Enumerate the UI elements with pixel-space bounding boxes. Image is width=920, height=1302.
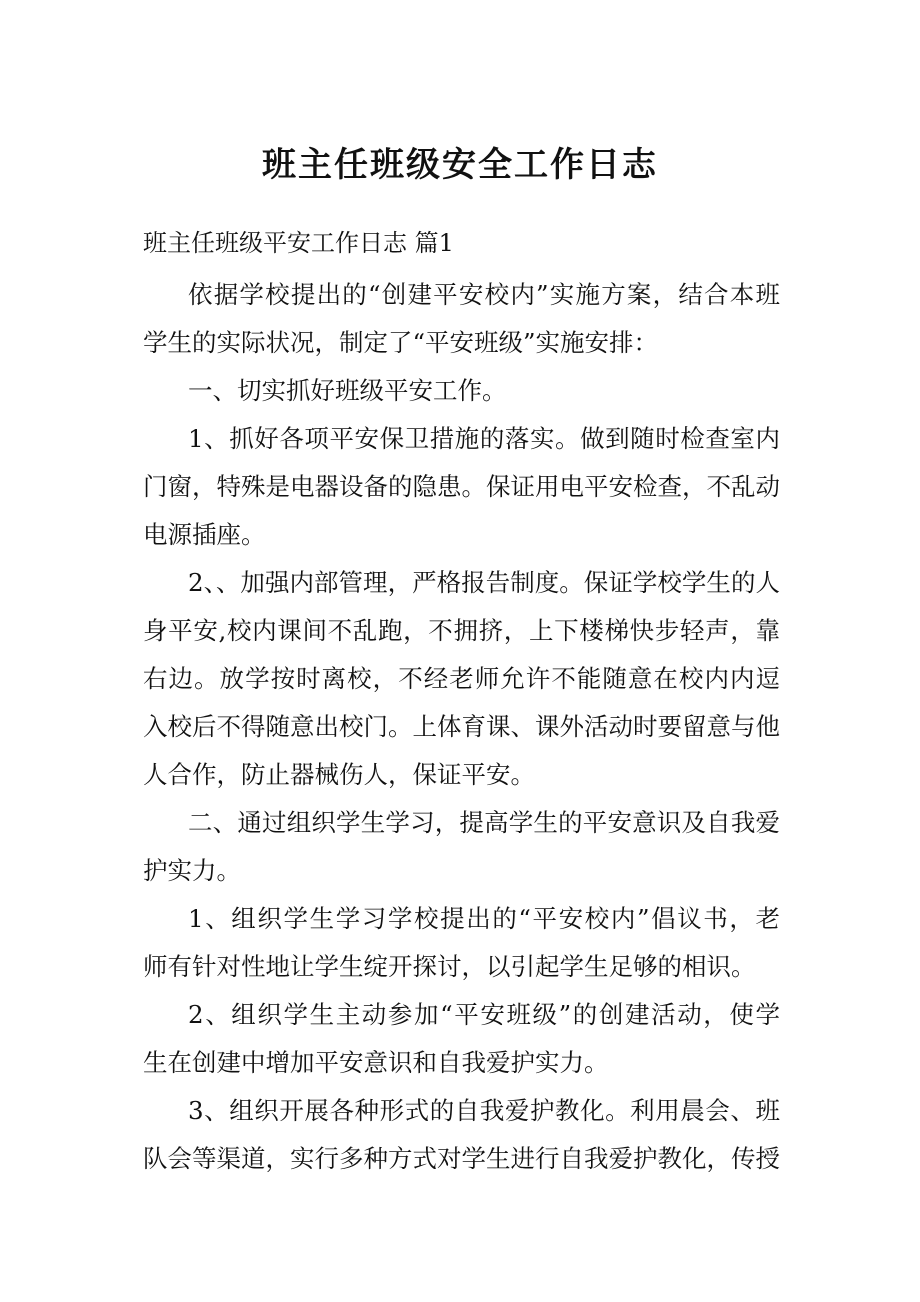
text-line: 身平安,校内课间不乱跑，不拥挤，上下楼梯快步轻声，靠 (143, 616, 780, 645)
text-line: 电源插座。 (143, 520, 266, 549)
document-body (143, 271, 780, 1183)
text-line: 依据学校提出的“创建平安校内”实施方案，结合本班 (188, 280, 780, 309)
paragraph (143, 895, 780, 991)
text-line: 2、、加强内部管理，严格报告制度。保证学校学生的人 (188, 568, 780, 597)
document-title: 班主任班级安全工作日志 (262, 145, 658, 185)
paragraph (143, 1087, 780, 1183)
paragraph (143, 799, 780, 895)
paragraph (143, 271, 780, 367)
paragraph (143, 367, 780, 415)
text-line: 1、组织学生学习学校提出的“平安校内”倡议书，老 (188, 904, 780, 933)
text-line: 3、组织开展各种形式的自我爱护教化。利用晨会、班 (188, 1096, 780, 1125)
paragraph (143, 991, 780, 1087)
text-line: 学生的实际状况，制定了“平安班级”实施安排： (143, 328, 659, 357)
text-line: 护实力。 (143, 856, 241, 885)
section-heading: 班主任班级平安工作日志 篇1 (143, 229, 454, 257)
text-line: 二、通过组织学生学习，提高学生的平安意识及自我爱 (188, 808, 780, 837)
text-line: 门窗，特殊是电器设备的隐患。保证用电平安检查，不乱动 (143, 472, 780, 501)
paragraph (143, 415, 780, 559)
paragraph (143, 559, 780, 799)
text-line: 入校后不得随意出校门。上体育课、课外活动时要留意与他 (143, 712, 780, 741)
text-line: 1、抓好各项平安保卫措施的落实。做到随时检查室内 (188, 424, 780, 453)
text-line: 右边。放学按时离校，不经老师允许不能随意在校内内逗 (143, 664, 780, 693)
text-line: 师有针对性地让学生绽开探讨，以引起学生足够的相识。 (143, 952, 756, 981)
text-line: 2、组织学生主动参加“平安班级”的创建活动，使学 (188, 1000, 780, 1029)
text-line: 生在创建中增加平安意识和自我爱护实力。 (143, 1048, 609, 1077)
text-line: 一、切实抓好班级平安工作。 (188, 376, 507, 405)
text-line: 人合作，防止器械伤人，保证平安。 (143, 760, 535, 789)
text-line: 队会等渠道，实行多种方式对学生进行自我爱护教化，传授 (143, 1144, 780, 1173)
